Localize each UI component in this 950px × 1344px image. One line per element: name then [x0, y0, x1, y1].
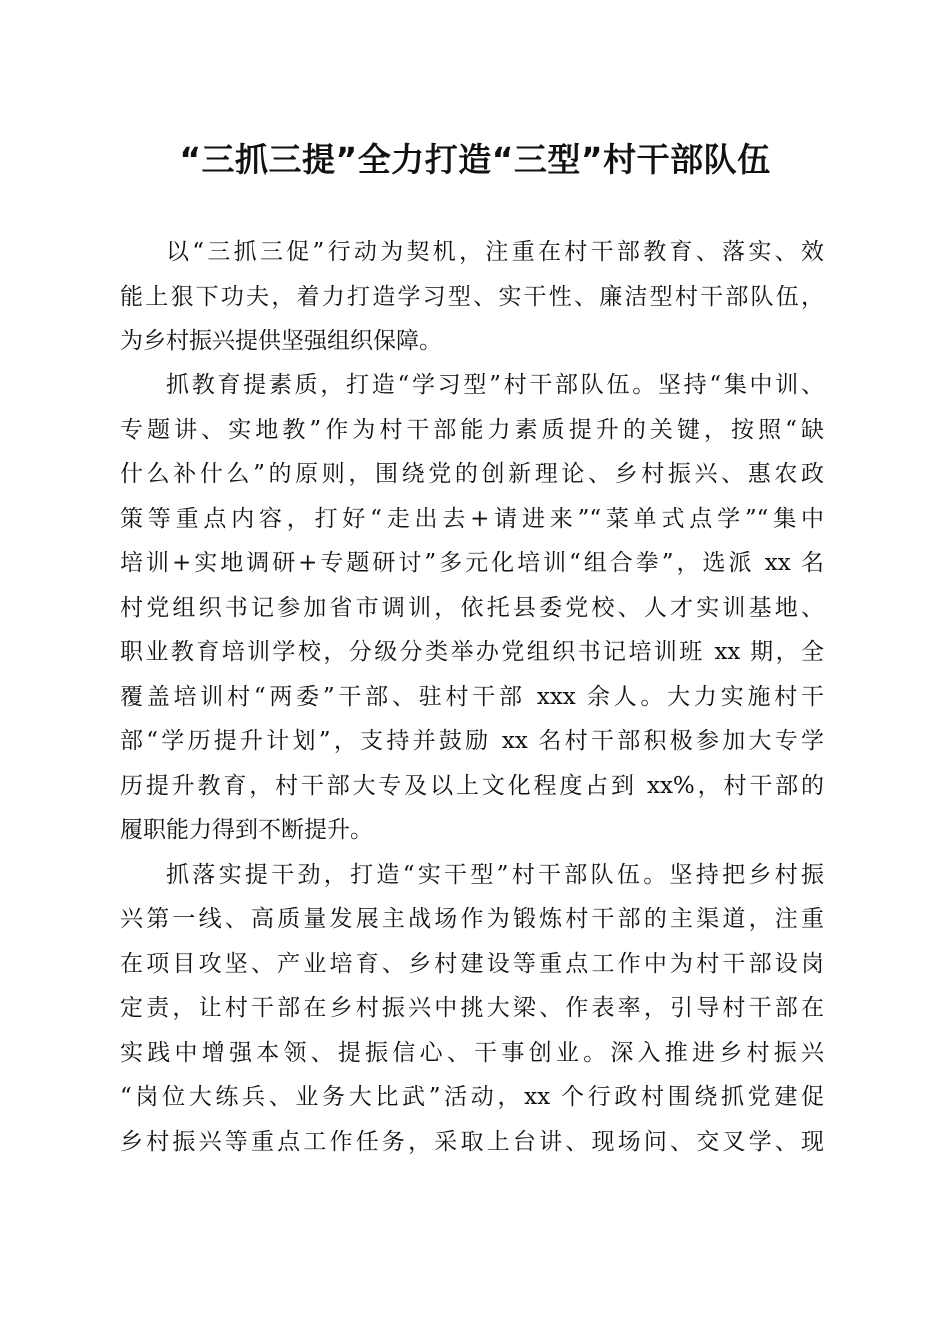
paragraph-3-line-6: “岗位大练兵、业务大比武”活动，xx 个行政村围绕抓党建促 — [120, 1084, 824, 1110]
paragraph-3-line-7: 乡村振兴等重点工作任务，采取上台讲、现场问、交叉学、现 — [120, 1129, 824, 1155]
paragraph-2-line-9: 部“学历提升计划”，支持并鼓励 xx 名村干部积极参加大专学 — [120, 728, 824, 754]
paragraph-2-line-10: 历提升教育，村干部大专及以上文化程度占到 xx%，村干部的 — [120, 773, 824, 799]
paragraph-3-line-4: 定责，让村干部在乡村振兴中挑大梁、作表率，引导村干部在 — [120, 995, 824, 1021]
paragraph-3-line-1: 抓落实提干劲，打造“实干型”村干部队伍。坚持把乡村振 — [166, 862, 824, 888]
paragraph-2-line-1: 抓教育提素质，打造“学习型”村干部队伍。坚持“集中训、 — [166, 372, 824, 398]
paragraph-2-line-8: 覆盖培训村“两委”干部、驻村干部 xxx 余人。大力实施村干 — [120, 684, 824, 710]
paragraph-2-line-7: 职业教育培训学校，分级分类举办党组织书记培训班 xx 期，全 — [120, 639, 824, 665]
paragraph-2-line-6: 村党组织书记参加省市调训，依托县委党校、人才实训基地、 — [120, 595, 824, 621]
paragraph-2-line-4: 策等重点内容，打好“走出去+请进来”“菜单式点学”“集中 — [120, 506, 824, 532]
paragraph-1-line-1: 以“三抓三促”行动为契机，注重在村干部教育、落实、效 — [166, 239, 824, 265]
paragraph-1-line-2: 能上狠下功夫，着力打造学习型、实干性、廉洁型村干部队伍， — [120, 284, 824, 310]
paragraph-2-line-5: 培训+实地调研+专题研讨”多元化培训“组合拳”，选派 xx 名 — [120, 550, 824, 576]
paragraph-2-line-11: 履职能力得到不断提升。 — [120, 817, 373, 843]
paragraph-2-line-2: 专题讲、实地教”作为村干部能力素质提升的关键，按照“缺 — [120, 417, 824, 443]
paragraph-3-line-2: 兴第一线、高质量发展主战场作为锻炼村干部的主渠道，注重 — [120, 906, 824, 932]
paragraph-1-line-3: 为乡村振兴提供坚强组织保障。 — [120, 328, 442, 354]
document-title: “三抓三提”全力打造“三型”村干部队伍 — [179, 140, 771, 179]
paragraph-2-line-3: 什么补什么”的原则，围绕党的创新理论、乡村振兴、惠农政 — [120, 461, 824, 487]
paragraph-3-line-3: 在项目攻坚、产业培育、乡村建设等重点工作中为村干部设岗 — [120, 951, 824, 977]
paragraph-3-line-5: 实践中增强本领、提振信心、干事创业。深入推进乡村振兴 — [120, 1040, 824, 1066]
